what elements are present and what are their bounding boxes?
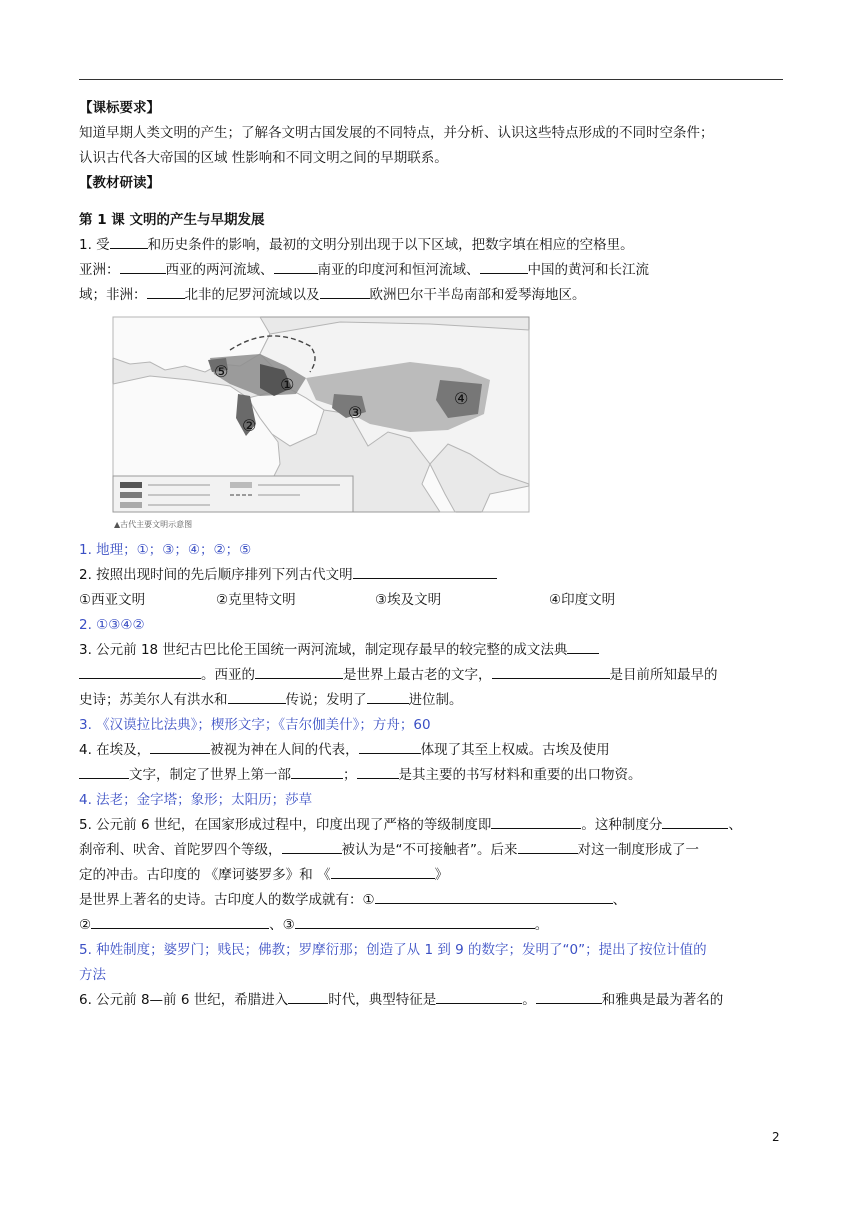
- q4-text: 被视为神在人间的代表，: [210, 742, 359, 758]
- q1-text: 南亚的印度河和恒河流域、: [317, 262, 480, 278]
- fill-blank[interactable]: [536, 988, 602, 1004]
- q3-text: 是世界上最古老的文字，: [343, 667, 492, 683]
- fill-blank[interactable]: [320, 283, 370, 299]
- q1-text: 欧洲巴尔干半岛南部和爱琴海地区。: [369, 287, 586, 303]
- fill-blank[interactable]: [110, 233, 148, 249]
- q1-text: 西亚的两河流域、: [165, 262, 274, 278]
- q1-text: 亚洲：: [79, 262, 120, 278]
- q6-text: 和雅典是最为著名的: [601, 992, 724, 1008]
- fill-blank[interactable]: [291, 763, 343, 779]
- q4-line-1: [79, 738, 783, 763]
- curriculum-heading: 【课标要求】: [79, 100, 160, 116]
- q5-text: 5. 公元前 6 世纪，在国家形成过程中，印度出现了严格的等级制度即: [79, 817, 492, 833]
- q1-line-2: [79, 258, 783, 283]
- q5-line-3: [79, 863, 783, 888]
- q4-line-2: [79, 763, 783, 788]
- curriculum-text-2: 认识古代各大帝国的区域 性影响和不同文明之间的早期联系。: [79, 150, 448, 166]
- q5-text: 刹帝利、吠舍、首陀罗四个等级，: [79, 842, 282, 858]
- map-caption: ▲古代主要文明示意图: [114, 520, 193, 529]
- q2-option: ④印度文明: [549, 592, 616, 608]
- q6-text: 6. 公元前 8—前 6 世纪，希腊进入: [79, 992, 289, 1008]
- q5-text: 、: [612, 892, 627, 908]
- textbook-heading: 【教材研读】: [79, 175, 160, 191]
- document-body: [79, 96, 783, 1013]
- map-marker-1: ①: [280, 375, 295, 394]
- q4-text: ；: [343, 767, 357, 783]
- q5-text: 、: [728, 817, 742, 833]
- q5-text: ②: [79, 917, 92, 933]
- q3-answer: 3. 《汉谟拉比法典》；楔形文字；《吉尔伽美什》；方舟；60: [79, 717, 431, 733]
- q2-option: ①西亚文明: [79, 592, 146, 608]
- fill-blank[interactable]: [367, 688, 409, 704]
- map-marker-5: ⑤: [214, 362, 229, 381]
- fill-blank[interactable]: [662, 813, 728, 829]
- fill-blank[interactable]: [282, 838, 342, 854]
- page-number: 2: [772, 1130, 780, 1144]
- q1-line-3: [79, 283, 783, 308]
- q5-text: 对这一制度形成了一: [577, 842, 699, 858]
- q6-line-1: [79, 988, 783, 1013]
- q5-text: 定的冲击。古印度的 《摩诃婆罗多》和 《: [79, 867, 331, 883]
- fill-blank[interactable]: [375, 888, 613, 904]
- fill-blank[interactable]: [436, 988, 522, 1004]
- q4-text: 是其主要的书写材料和重要的出口物资。: [398, 767, 642, 783]
- q4-text: 4. 在埃及，: [79, 742, 151, 758]
- fill-blank[interactable]: [357, 763, 399, 779]
- fill-blank[interactable]: [79, 663, 201, 679]
- q2-text: 2. 按照出现时间的先后顺序排列下列古代文明: [79, 567, 353, 583]
- fill-blank[interactable]: [492, 663, 610, 679]
- q3-line-1: [79, 638, 783, 663]
- map-marker-2: ②: [242, 416, 257, 435]
- fill-blank[interactable]: [150, 738, 210, 754]
- q6-text: 。: [522, 992, 536, 1008]
- fill-blank[interactable]: [120, 258, 166, 274]
- q4-text: 体现了其至上权威。古埃及使用: [420, 742, 610, 758]
- q5-line-1: [79, 813, 783, 838]
- map-marker-4: ④: [454, 389, 469, 408]
- q6-text: 时代，典型特征是: [328, 992, 437, 1008]
- fill-blank[interactable]: [353, 563, 497, 579]
- curriculum-text-1: 知道早期人类文明的产生；了解各文明古国发展的不同特点，并分析、认识这些特点形成的不同时空条件；: [79, 125, 714, 141]
- q5-text: 。: [534, 917, 549, 933]
- q3-line-2: [79, 663, 783, 688]
- fill-blank[interactable]: [228, 688, 286, 704]
- q2-options: [79, 588, 783, 613]
- q1-answer: 1. 地理；①；③；④；②；⑤: [79, 542, 252, 558]
- q5-text: 、③: [269, 917, 295, 933]
- ancient-civilizations-map: [110, 314, 532, 532]
- fill-blank[interactable]: [331, 863, 435, 879]
- q1-line-1: [79, 233, 783, 258]
- fill-blank[interactable]: [518, 838, 578, 854]
- fill-blank[interactable]: [480, 258, 528, 274]
- q5-answer-2: 方法: [79, 967, 106, 983]
- q5-text: 被认为是“不可接触者”。后来: [341, 842, 518, 858]
- q5-text: 是世界上著名的史诗。古印度人的数学成就有：①: [79, 892, 375, 908]
- fill-blank[interactable]: [255, 663, 343, 679]
- fill-blank[interactable]: [91, 913, 269, 929]
- q2-option: ③埃及文明: [375, 592, 442, 608]
- q5-text: 。这种制度分: [581, 817, 663, 833]
- fill-blank[interactable]: [79, 763, 129, 779]
- q3-text: 是目前所知最早的: [609, 667, 718, 683]
- q3-text: 进位制。: [408, 692, 463, 708]
- map-marker-3: ③: [348, 403, 363, 422]
- q2-answer: 2. ①③④②: [79, 617, 145, 633]
- q5-answer-1: 5. 种姓制度；婆罗门；贱民；佛教；罗摩衍那；创造了从 1 到 9 的数字；发明了“0”；提出了按位计值的: [79, 942, 707, 958]
- q2-line: [79, 563, 783, 588]
- fill-blank[interactable]: [567, 638, 599, 654]
- map-image: [110, 314, 532, 532]
- q1-text: 北非的尼罗河流域以及: [184, 287, 320, 303]
- q5-text: 》: [434, 867, 449, 883]
- fill-blank[interactable]: [359, 738, 421, 754]
- q1-text: 中国的黄河和长江流: [527, 262, 649, 278]
- q5-line-5: [79, 913, 783, 938]
- fill-blank[interactable]: [288, 988, 328, 1004]
- lesson-title: 第 1 课 文明的产生与早期发展: [79, 212, 265, 228]
- q3-text: 。西亚的: [201, 667, 255, 683]
- q3-line-3: [79, 688, 783, 713]
- fill-blank[interactable]: [147, 283, 185, 299]
- q3-text: 3. 公元前 18 世纪古巴比伦王国统一两河流域，制定现存最早的较完整的成文法典: [79, 642, 568, 658]
- header-rule: [79, 79, 783, 80]
- q2-option: ②克里特文明: [216, 592, 296, 608]
- q1-text: 1. 受: [79, 237, 110, 253]
- q3-text: 传说；发明了: [285, 692, 367, 708]
- q3-text: 史诗；苏美尔人有洪水和: [79, 692, 228, 708]
- fill-blank[interactable]: [274, 258, 318, 274]
- q1-text: 域；非洲：: [79, 287, 147, 303]
- fill-blank[interactable]: [295, 913, 535, 929]
- q4-answer: 4. 法老；金字塔；象形；太阳历；莎草: [79, 792, 313, 808]
- q4-text: 文字，制定了世界上第一部: [129, 767, 291, 783]
- q5-line-2: [79, 838, 783, 863]
- q1-text: 和历史条件的影响，最初的文明分别出现于以下区域，把数字填在相应的空格里。: [147, 237, 634, 253]
- fill-blank[interactable]: [491, 813, 581, 829]
- q5-line-4: [79, 888, 783, 913]
